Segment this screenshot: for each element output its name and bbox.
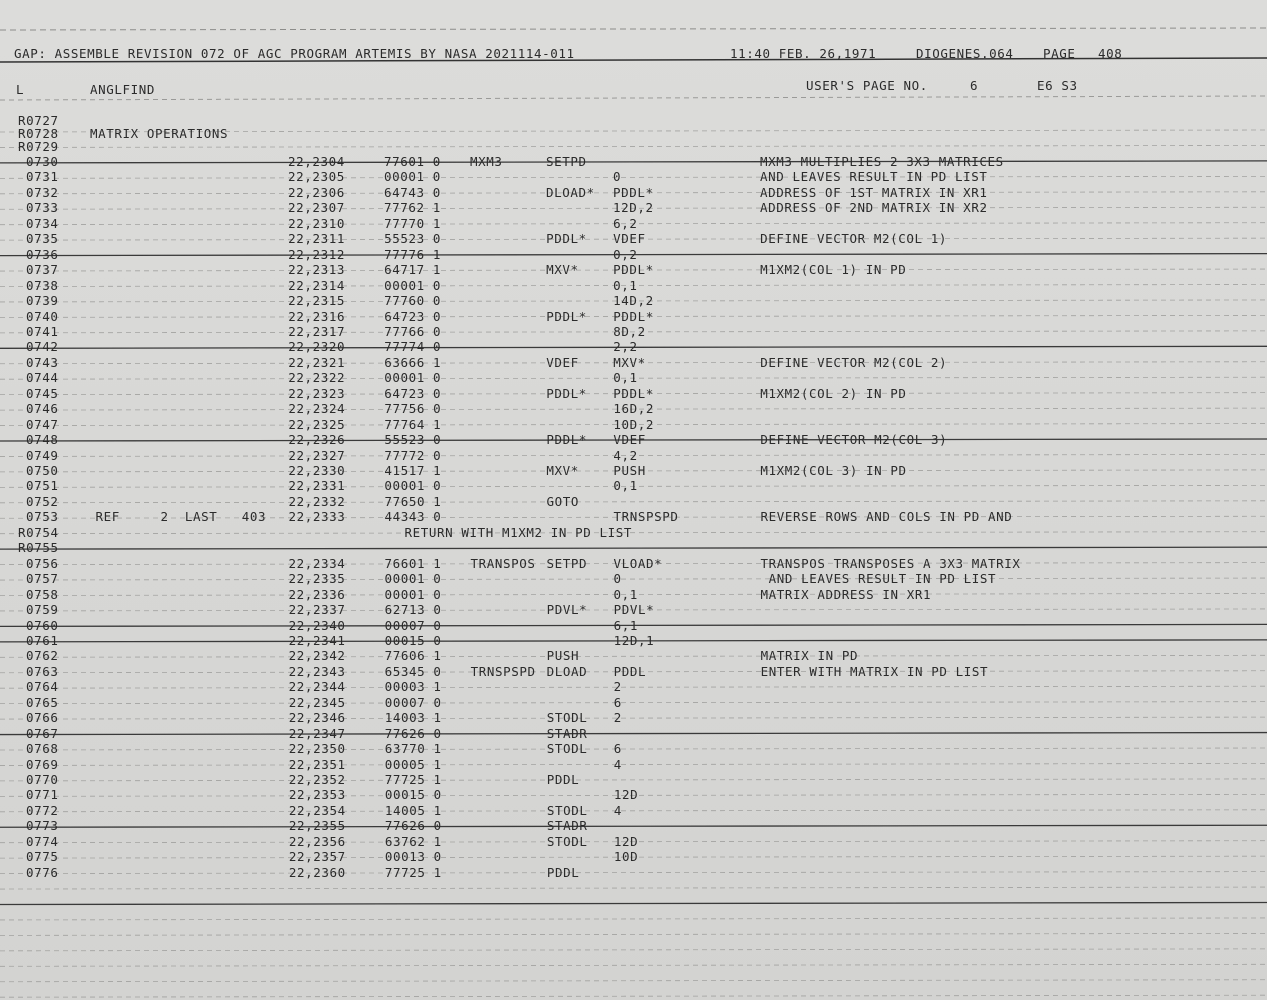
line-number: 0751	[26, 478, 59, 494]
memory-location: 22,2330	[288, 463, 346, 478]
memory-location: 22,2342	[288, 648, 346, 664]
opcode: MXV*	[546, 262, 579, 278]
octal-word: 64717 1	[384, 262, 442, 278]
memory-location: 22,2317	[288, 323, 346, 339]
users-page-label: USER'S PAGE NO.	[806, 78, 928, 93]
comment: ADDRESS OF 2ND MATRIX IN XR2	[760, 200, 988, 216]
line-number: 0765	[26, 694, 59, 710]
memory-location: 22,2307	[288, 200, 345, 216]
line-number: 0736	[26, 246, 59, 262]
line-number: R0754	[18, 524, 59, 540]
line-number: 0772	[26, 802, 59, 818]
memory-location: 22,2323	[288, 385, 346, 401]
octal-word: 77650 1	[384, 493, 442, 509]
line-number: 0774	[26, 833, 59, 849]
centered-remark: RETURN WITH M1XM2 IN PD LIST	[404, 524, 632, 540]
line-number: 0762	[26, 648, 59, 664]
opcode: PUSH	[546, 648, 580, 664]
line-number: 0730	[26, 154, 59, 169]
octal-word: 00015 0	[384, 787, 442, 803]
opcode: PDDL*	[546, 231, 587, 247]
opcode: DLOAD	[546, 663, 588, 679]
comment: M1XM2(COL 3) IN PD	[760, 463, 907, 478]
memory-location: 22,2326	[288, 432, 346, 448]
listing-datetime: 11:40 FEB. 26,1971	[730, 46, 877, 61]
octal-word: 55523 0	[384, 432, 442, 448]
operand: 0,1	[613, 478, 638, 494]
octal-word: 00013 0	[384, 849, 442, 865]
opcode: PDDL	[546, 864, 580, 880]
octal-word: 63762 1	[384, 833, 442, 849]
octal-word: 77770 1	[384, 215, 441, 231]
line-number: 0771	[26, 787, 59, 803]
opcode: SETPD	[546, 154, 587, 169]
octal-word: 00001 0	[384, 478, 442, 494]
operand: 6,2	[613, 215, 638, 231]
octal-word: 55523 0	[384, 231, 441, 247]
symbol-label: TRANSPOS	[470, 555, 536, 571]
memory-location: 22,2314	[288, 277, 346, 293]
l-label: L	[16, 82, 25, 97]
operand: 8D,2	[613, 323, 646, 339]
memory-location: 22,2306	[288, 184, 345, 200]
octal-word: 14005 1	[384, 802, 442, 818]
opcode: STADR	[546, 818, 588, 834]
line-number: 0760	[26, 617, 59, 633]
octal-word: 77766 0	[384, 323, 442, 339]
line-number: 0768	[26, 741, 59, 757]
comment: MATRIX ADDRESS IN XR1	[760, 586, 932, 602]
memory-location: 22,2344	[288, 679, 346, 695]
operand: 10D	[613, 849, 639, 865]
line-number: 0752	[26, 493, 59, 509]
octal-word: 77725 1	[384, 864, 442, 880]
memory-location: 22,2337	[288, 602, 346, 618]
memory-location: 22,2356	[288, 833, 346, 849]
comment: MATRIX IN PD	[760, 648, 859, 664]
line-number: 0744	[26, 370, 59, 386]
line-number: 0773	[26, 818, 59, 834]
octal-word: 77760 0	[384, 293, 442, 309]
line-number: 0759	[26, 602, 59, 618]
comment: ENTER WITH MATRIX IN PD LIST	[760, 663, 989, 679]
listing-user: DIOGENES.064	[916, 46, 1014, 61]
memory-location: 22,2351	[288, 756, 346, 772]
line-number: 0741	[26, 323, 59, 339]
operand: 12D,1	[613, 632, 655, 648]
memory-location: 22,2353	[288, 787, 346, 803]
memory-location: 22,2313	[288, 262, 346, 278]
octal-word: 00003 1	[384, 679, 442, 695]
line-number: 0763	[26, 663, 59, 679]
operand: 12D	[613, 833, 639, 849]
operand: 14D,2	[613, 293, 654, 309]
line-number: 0767	[26, 725, 59, 741]
line-number: 0775	[26, 849, 59, 865]
octal-word: 14003 1	[384, 710, 442, 726]
opcode: PDDL*	[546, 432, 587, 448]
operand: 4	[613, 756, 622, 772]
octal-word: 00001 0	[384, 586, 442, 602]
memory-location: 22,2352	[288, 772, 346, 787]
section-name: ANGLFIND	[90, 82, 156, 97]
memory-location: 22,2334	[288, 555, 346, 571]
octal-word: 77601 0	[384, 154, 441, 169]
users-page-number: 6	[970, 78, 979, 93]
octal-word: 44343 0	[384, 509, 442, 525]
comment: DEFINE VECTOR M2(COL 3)	[760, 432, 948, 448]
memory-location: 22,2331	[288, 478, 346, 494]
octal-word: 77764 1	[384, 416, 442, 432]
line-number: 0740	[26, 308, 59, 324]
octal-word: 00001 0	[384, 571, 442, 587]
memory-location: 22,2305	[288, 169, 345, 185]
page-label: PAGE	[1043, 46, 1076, 61]
operand: MXV*	[613, 354, 646, 370]
cross-reference: REF 2 LAST 403	[95, 509, 267, 525]
opcode: GOTO	[546, 493, 579, 509]
memory-location: 22,2335	[288, 571, 346, 587]
operand: 0,1	[613, 586, 638, 602]
operand: 2	[613, 679, 622, 695]
operand: 6,1	[613, 617, 638, 633]
operand: 2,2	[613, 339, 638, 355]
line-number: 0753	[26, 509, 59, 525]
octal-word: 77776 1	[384, 246, 441, 262]
operand: 6	[613, 694, 622, 710]
octal-word: 00007 0	[384, 617, 442, 633]
operand: 0,1	[613, 370, 638, 386]
comment: REVERSE ROWS AND COLS IN PD AND	[760, 509, 1013, 525]
line-number: R0729	[18, 139, 59, 154]
operand: 12D	[613, 787, 639, 803]
operand: PDDL	[613, 663, 647, 679]
operand: 16D,2	[613, 401, 654, 417]
operand: VLOAD*	[613, 555, 663, 571]
listing-title: GAP: ASSEMBLE REVISION 072 OF AGC PROGRAM ARTEMIS BY NASA 2021114-011	[14, 46, 575, 61]
memory-location: 22,2315	[288, 293, 346, 309]
memory-location: 22,2346	[288, 710, 346, 726]
octal-word: 00001 0	[384, 370, 442, 386]
line-number: 0734	[26, 215, 59, 231]
opcode: PDDL	[546, 772, 580, 787]
line-number: 0764	[26, 679, 59, 695]
octal-word: 65345 0	[384, 663, 442, 679]
opcode: STODL	[546, 710, 588, 726]
line-number: 0739	[26, 293, 59, 309]
line-number: 0749	[26, 447, 59, 463]
memory-location: 22,2327	[288, 447, 346, 463]
memory-location: 22,2341	[288, 632, 346, 648]
comment: ADDRESS OF 1ST MATRIX IN XR1	[760, 184, 988, 200]
operand: TRNSPSPD	[613, 509, 679, 525]
octal-word: 77626 0	[384, 818, 442, 834]
memory-location: 22,2347	[288, 725, 346, 741]
octal-word: 77725 1	[384, 772, 442, 787]
memory-location: 22,2336	[288, 586, 346, 602]
memory-location: 22,2321	[288, 354, 346, 370]
operand: PDDL*	[613, 308, 654, 324]
line-number: 0758	[26, 586, 59, 602]
opcode: SETPD	[546, 555, 588, 571]
line-number: 0748	[26, 432, 59, 448]
octal-word: 64723 0	[384, 308, 442, 324]
octal-word: 62713 0	[384, 602, 442, 618]
section-code: E6 S3	[1037, 78, 1078, 93]
operand: 0,1	[613, 277, 638, 293]
line-number: 0766	[26, 710, 59, 726]
operand: VDEF	[613, 231, 646, 247]
opcode: STODL	[546, 741, 588, 757]
octal-word: 77772 0	[384, 447, 442, 463]
operand: PDVL*	[613, 602, 655, 618]
memory-location: 22,2324	[288, 401, 346, 417]
octal-word: 00001 0	[384, 277, 442, 293]
operand: 6	[613, 741, 622, 757]
line-number: R0727	[18, 113, 59, 128]
memory-location: 22,2310	[288, 215, 345, 231]
octal-word: 76601 1	[384, 555, 442, 571]
line-number: 0776	[26, 864, 59, 880]
octal-word: 41517 1	[384, 463, 442, 478]
comment: DEFINE VECTOR M2(COL 1)	[760, 231, 947, 247]
memory-location: 22,2343	[288, 663, 346, 679]
operand: PUSH	[613, 463, 646, 478]
symbol-label: MXM3	[470, 154, 503, 169]
operand: 4,2	[613, 447, 638, 463]
line-number: 0750	[26, 463, 59, 478]
memory-location: 22,2325	[288, 416, 346, 432]
octal-word: 00015 0	[384, 632, 442, 648]
octal-word: 77626 0	[384, 725, 442, 741]
octal-word: 00001 0	[384, 169, 441, 185]
operand: 12D,2	[613, 200, 654, 216]
opcode: STODL	[546, 802, 588, 818]
octal-word: 64743 0	[384, 184, 441, 200]
symbol-label: TRNSPSPD	[470, 663, 536, 679]
memory-location: 22,2304	[288, 154, 345, 169]
comment: AND LEAVES RESULT IN PD LIST	[760, 571, 997, 587]
comment: TRANSPOS TRANSPOSES A 3X3 MATRIX	[760, 555, 1021, 571]
memory-location: 22,2360	[288, 864, 346, 880]
memory-location: 22,2354	[288, 802, 346, 818]
octal-word: 77606 1	[384, 648, 442, 664]
opcode: MXV*	[546, 463, 579, 478]
opcode: STADR	[546, 725, 588, 741]
octal-word: 77756 0	[384, 401, 442, 417]
operand: 0,2	[613, 246, 638, 262]
octal-word: 63666 1	[384, 354, 442, 370]
comment: M1XM2(COL 1) IN PD	[760, 262, 907, 278]
memory-location: 22,2333	[288, 509, 346, 525]
line-number: 0731	[26, 169, 59, 185]
comment: AND LEAVES RESULT IN PD LIST	[760, 169, 988, 185]
memory-location: 22,2332	[288, 493, 346, 509]
line-number: 0738	[26, 277, 59, 293]
opcode: PDVL*	[546, 602, 588, 618]
opcode: STODL	[546, 833, 588, 849]
opcode: PDDL*	[546, 308, 587, 324]
line-number: 0747	[26, 416, 59, 432]
operand: PDDL*	[613, 385, 654, 401]
octal-word: 64723 0	[384, 385, 442, 401]
line-number: 0761	[26, 632, 59, 648]
line-number: 0746	[26, 401, 59, 417]
block-heading: MATRIX OPERATIONS	[90, 126, 229, 141]
comment: DEFINE VECTOR M2(COL 2)	[760, 354, 948, 370]
line-number: R0728	[18, 126, 59, 141]
line-number: 0733	[26, 200, 59, 216]
memory-location: 22,2350	[288, 741, 346, 757]
memory-location: 22,2316	[288, 308, 346, 324]
page-number: 408	[1098, 46, 1123, 61]
line-number: R0755	[18, 540, 59, 556]
opcode: VDEF	[546, 354, 579, 370]
operand: 4	[613, 802, 622, 818]
memory-location: 22,2320	[288, 339, 346, 355]
line-number: 0742	[26, 339, 59, 355]
memory-location: 22,2340	[288, 617, 346, 633]
operand: 0	[613, 169, 622, 185]
operand: 10D,2	[613, 416, 654, 432]
octal-word: 00005 1	[384, 756, 442, 772]
octal-word: 77774 0	[384, 339, 442, 355]
line-number: 0737	[26, 262, 59, 278]
memory-location: 22,2355	[288, 818, 346, 834]
operand: VDEF	[613, 432, 646, 448]
line-number: 0756	[26, 555, 59, 571]
memory-location: 22,2345	[288, 694, 346, 710]
line-number: 0757	[26, 571, 59, 587]
line-number: 0735	[26, 231, 59, 247]
memory-location: 22,2311	[288, 231, 345, 247]
octal-word: 00007 0	[384, 694, 442, 710]
line-number: 0745	[26, 385, 59, 401]
memory-location: 22,2312	[288, 246, 345, 262]
memory-location: 22,2322	[288, 370, 346, 386]
octal-word: 77762 1	[384, 200, 441, 216]
operand: 2	[613, 710, 622, 726]
opcode: DLOAD*	[546, 184, 595, 200]
line-number: 0769	[26, 756, 59, 772]
operand: 0	[613, 571, 622, 587]
comment: MXM3 MULTIPLIES 2 3X3 MATRICES	[760, 154, 1004, 169]
operand: PDDL*	[613, 262, 654, 278]
line-number: 0732	[26, 184, 59, 200]
comment: M1XM2(COL 2) IN PD	[760, 385, 907, 401]
opcode: PDDL*	[546, 385, 587, 401]
line-number: 0770	[26, 772, 59, 787]
octal-word: 63770 1	[384, 741, 442, 757]
memory-location: 22,2357	[288, 849, 346, 865]
line-number: 0743	[26, 354, 59, 370]
operand: PDDL*	[613, 184, 654, 200]
